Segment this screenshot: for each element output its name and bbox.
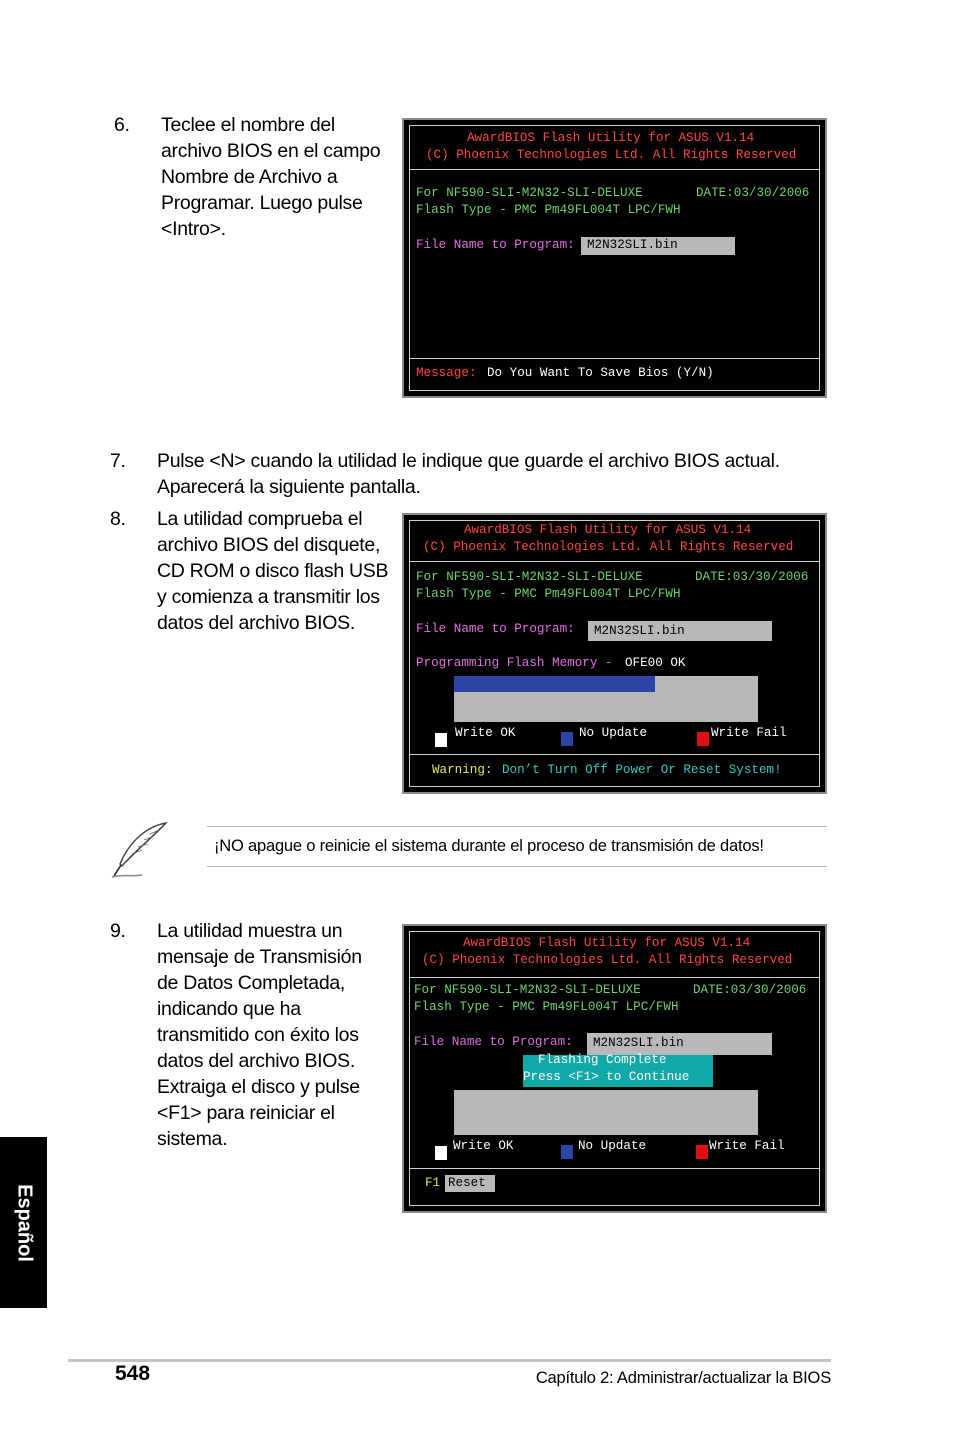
no-update-swatch [561,732,573,746]
flash-memory-map [454,1090,758,1135]
message-label: Message: [416,366,477,380]
write-fail-swatch [697,732,709,746]
write-ok-swatch [435,1146,447,1160]
step-line: La utilidad muestra un [157,920,343,942]
popup-line-1: Flashing Complete [538,1053,667,1067]
write-ok-label: Write OK [455,726,516,740]
bios-flash-type: Flash Type - PMC Pm49FL004T LPC/FWH [416,203,681,217]
bios-divider [410,977,819,978]
step-line: Nombre de Archivo a [161,166,338,188]
step-line: Programar. Luego pulse [161,192,363,214]
programming-progress-fill [454,676,655,692]
file-name-label: File Name to Program: [414,1035,573,1049]
step-line: archivo BIOS en el campo [161,140,381,162]
step-line: Aparecerá la siguiente pantalla. [157,476,421,498]
programming-label: Programming Flash Memory - [416,656,613,670]
write-ok-label: Write OK [453,1139,514,1153]
reset-button[interactable]: Reset [445,1175,495,1192]
step-line: archivo BIOS del disquete, [157,534,381,556]
step-line: Pulse <N> cuando la utilidad le indique que guarde el archivo BIOS actual. [157,450,780,472]
step-line: Extraiga el disco y pulse [157,1076,360,1098]
bios-title: AwardBIOS Flash Utility for ASUS V1.14 [464,523,752,537]
bios-frame [409,125,820,391]
f1-key: F1 [425,1176,441,1190]
step-line: La utilidad comprueba el [157,508,363,530]
chapter-title: Capítulo 2: Administrar/actualizar la BIOS [535,1369,831,1387]
bios-board: For NF590-SLI-M2N32-SLI-DELUXE [414,983,641,997]
bios-copyright: (C) Phoenix Technologies Ltd. All Rights Reserved [426,148,797,162]
note-rule-bottom [207,866,827,867]
page-number: 548 [115,1362,151,1385]
bios-flash-type: Flash Type - PMC Pm49FL004T LPC/FWH [416,587,681,601]
no-update-swatch [561,1145,573,1159]
programming-status: OFE00 OK [625,656,686,670]
bios-screen-complete [402,924,827,1213]
step-number: 8. [110,508,126,530]
language-label: Español [13,1183,35,1262]
bios-divider [410,169,819,170]
step-line: Teclee el nombre del [161,114,335,136]
bios-title: AwardBIOS Flash Utility for ASUS V1.14 [463,936,751,950]
step-number: 9. [110,920,126,942]
popup-line-2: Press <F1> to Continue [523,1070,690,1084]
step-line: mensaje de Transmisión [157,946,362,968]
step-number: 7. [110,450,126,472]
feather-pen-icon [108,820,170,880]
file-name-label: File Name to Program: [416,622,575,636]
write-fail-label: Write Fail [709,1139,785,1153]
bios-copyright: (C) Phoenix Technologies Ltd. All Rights Reserved [422,953,793,967]
file-name-label: File Name to Program: [416,238,575,252]
bios-divider [410,358,819,359]
step-line: CD ROM o disco flash USB [157,560,389,582]
bios-divider [410,1168,819,1169]
warning-text: Don’t Turn Off Power Or Reset System! [502,763,782,777]
file-name-input[interactable]: M2N32SLI.bin [588,621,772,641]
step-line: <F1> para reiniciar el [157,1102,335,1124]
write-fail-label: Write Fail [711,726,787,740]
bios-date: DATE:03/30/2006 [695,570,809,584]
step-line: sistema. [157,1128,228,1150]
step-number: 6. [114,114,130,136]
bios-date: DATE:03/30/2006 [696,186,810,200]
step-line: indicando que ha [157,998,301,1020]
bios-title: AwardBIOS Flash Utility for ASUS V1.14 [467,131,755,145]
language-side-tab [0,1137,47,1308]
bios-board: For NF590-SLI-M2N32-SLI-DELUXE [416,570,643,584]
bios-copyright: (C) Phoenix Technologies Ltd. All Rights Reserved [423,540,794,554]
note-text: ¡NO apague o reinicie el sistema durante el proceso de transmisión de datos! [214,837,764,855]
file-name-input[interactable]: M2N32SLI.bin [587,1033,772,1055]
note-rule-top [207,826,827,827]
step-line: <Intro>. [161,218,226,240]
bios-divider [410,561,819,562]
step-line: datos del archivo BIOS. [157,1050,355,1072]
write-ok-swatch [435,733,447,747]
step-line: de Datos Completada, [157,972,346,994]
footer-rule [68,1359,831,1362]
bios-screen-programming [402,513,827,794]
file-name-input[interactable]: M2N32SLI.bin [581,237,735,255]
warning-label: Warning: [432,763,493,777]
no-update-label: No Update [579,726,648,740]
flashing-complete-popup [523,1055,713,1087]
bios-board: For NF590-SLI-M2N32-SLI-DELUXE [416,186,643,200]
bios-screen-save-prompt [402,118,827,398]
step-line: transmitido con éxito los [157,1024,359,1046]
step-line: y comienza a transmitir los [157,586,380,608]
bios-flash-type: Flash Type - PMC Pm49FL004T LPC/FWH [414,1000,679,1014]
write-fail-swatch [696,1145,708,1159]
message-text: Do You Want To Save Bios (Y/N) [487,366,714,380]
bios-divider [410,754,819,755]
no-update-label: No Update [578,1139,647,1153]
step-line: datos del archivo BIOS. [157,612,355,634]
bios-date: DATE:03/30/2006 [693,983,807,997]
